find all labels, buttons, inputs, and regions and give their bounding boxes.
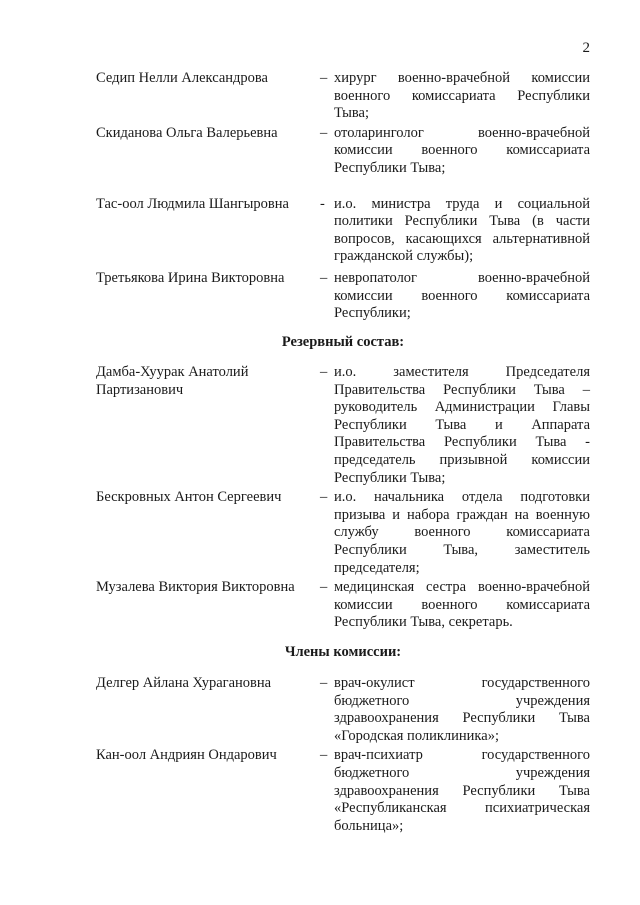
dash: –	[320, 675, 328, 691]
list-item	[96, 70, 590, 123]
person-name: Кан-оол Андриян Ондарович	[96, 747, 277, 764]
person-position: хирург военно-врачебной комиссии военного комиссариата Республики Тыва;	[334, 70, 590, 122]
list-item	[96, 675, 590, 745]
dash: –	[320, 70, 328, 86]
person-position: и.о. министра труда и социальной политики Республики Тыва (в части вопросов, касающихся альтернативной гражданской службы);	[334, 195, 590, 265]
person-position: и.о. начальника отдела подготовки призыва и набора граждан на военную службу военного комиссариата Республики Тыва, заместитель председателя;	[334, 489, 590, 576]
person-name: Третьякова Ирина Викторовна	[96, 269, 285, 286]
person-position: невропатолог военно-врачебной комиссии военного комиссариата Республики;	[334, 269, 590, 322]
list-item	[96, 489, 590, 577]
person-name: Дамба-Хуурак Анатолий Партизанович	[96, 364, 249, 398]
person-name: Тас-оол Людмила Шангыровна	[96, 195, 289, 212]
list-item	[96, 579, 590, 632]
person-name: Делгер Айлана Хурагановна	[96, 675, 272, 691]
dash: –	[320, 747, 328, 764]
dash: –	[320, 269, 328, 286]
list-item	[96, 364, 590, 487]
reserve-list	[96, 364, 590, 632]
members-heading: Члены комиссии:	[284, 644, 402, 660]
person-position: врач-психиатр государственного бюджетного учреждения здравоохранения Республики Тыва «Республиканская психиатрическая больница»;	[334, 747, 590, 834]
main-list	[96, 70, 590, 323]
dash: –	[320, 364, 328, 380]
list-item	[96, 125, 590, 178]
dash: –	[320, 124, 328, 141]
list-item	[96, 196, 590, 266]
person-name: Седип Нелли Александрова	[96, 70, 268, 86]
person-position: медицинская сестра военно-врачебной комиссии военного комиссариата Республики Тыва, секретарь.	[334, 579, 590, 631]
page-number: 2	[582, 40, 590, 56]
person-name: Бескровных Антон Сергеевич	[96, 489, 282, 506]
person-position: врач-окулист государственного бюджетного учреждения здравоохранения Республики Тыва «Городская поликлиника»;	[334, 675, 590, 744]
dash: –	[320, 579, 328, 596]
person-position: и.о. заместителя Председателя Правительства Республики Тыва – руководитель Администрации Главы Республики Тыва и Аппарата Правительства Республики Тыва - председатель призывной комиссии Республики Тыва;	[334, 364, 590, 486]
person-name: Музалева Виктория Викторовна	[96, 579, 295, 596]
person-name: Скиданова Ольга Валерьевна	[96, 124, 278, 141]
person-position: отоларинголог военно-врачебной комиссии военного комиссариата Республики Тыва;	[334, 124, 590, 176]
dash: -	[320, 195, 325, 212]
list-item	[96, 747, 590, 835]
reserve-heading: Резервный состав:	[281, 334, 405, 350]
list-item	[96, 270, 590, 323]
members-list	[96, 675, 590, 835]
dash: –	[320, 489, 328, 506]
